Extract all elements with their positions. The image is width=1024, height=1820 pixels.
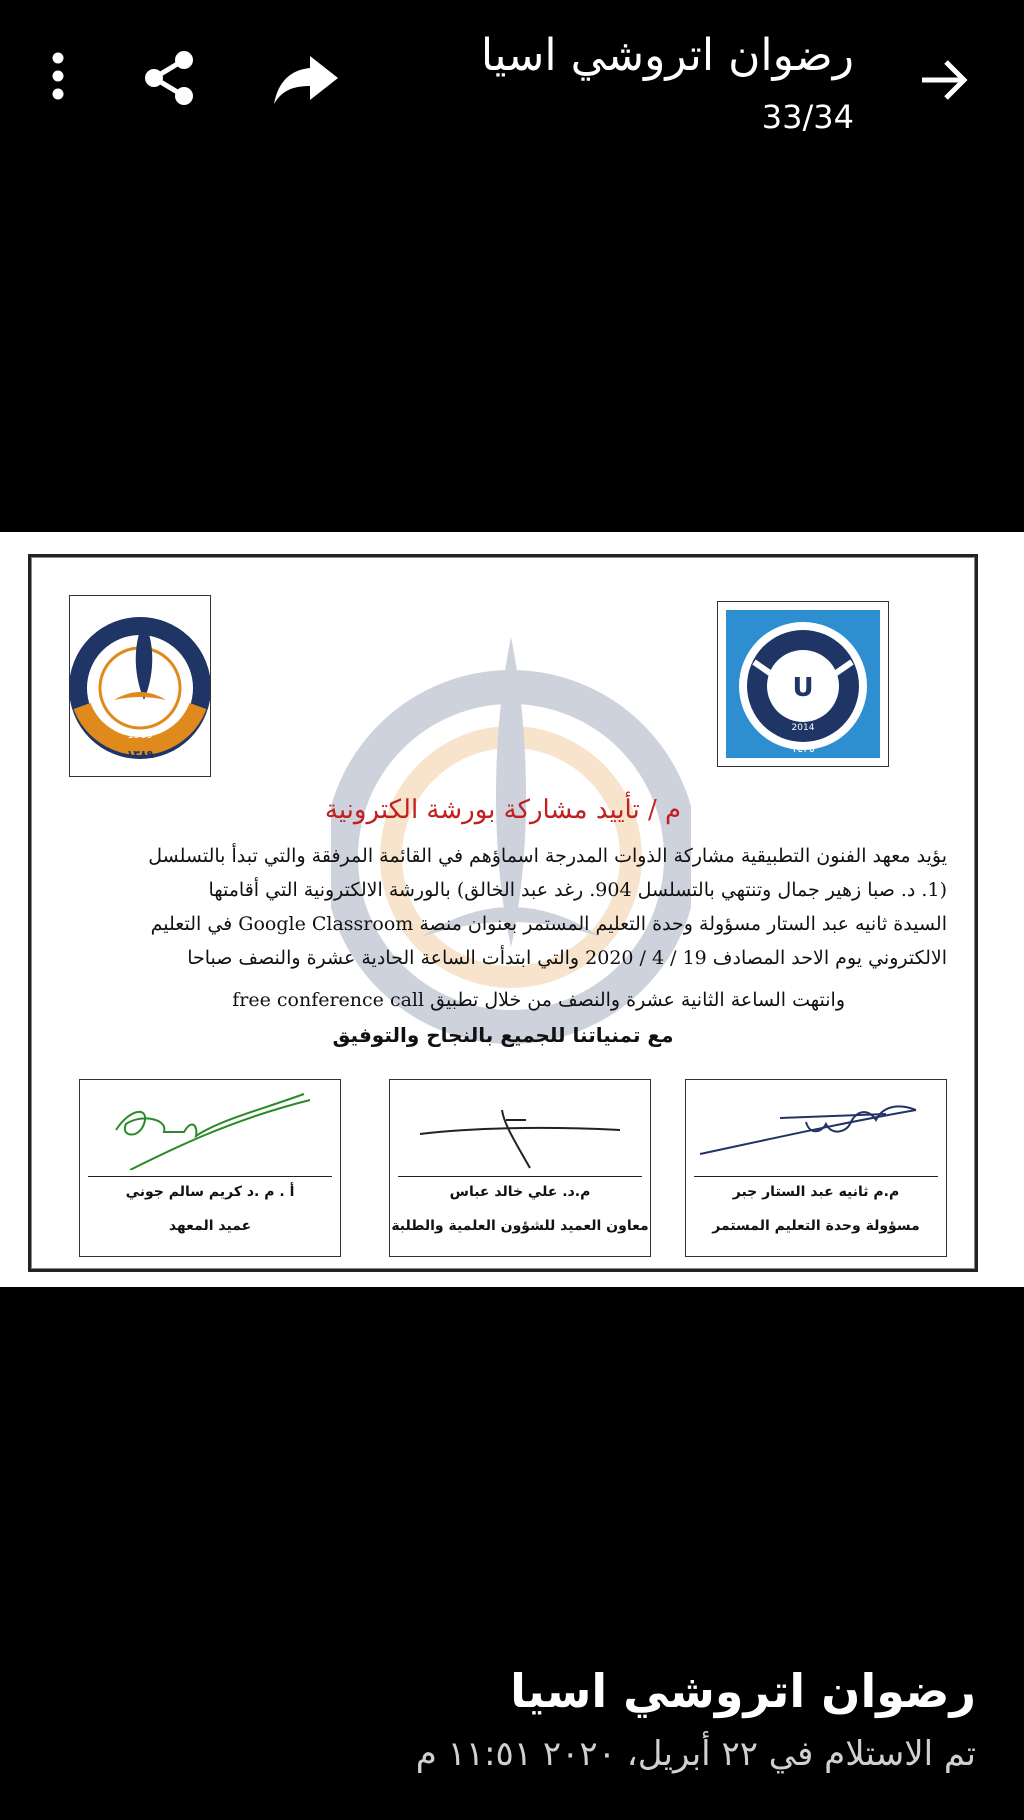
- footer-sender-name: رضوان اتروشي اسيا: [510, 1664, 976, 1718]
- signature-scribble: [80, 1080, 340, 1170]
- signature-line: [694, 1176, 938, 1177]
- certificate-title: م / تأييد مشاركة بورشة الكترونية: [324, 795, 682, 825]
- more-vert-icon[interactable]: [40, 48, 76, 108]
- institute-logo: [69, 595, 211, 777]
- footer-received-status: تم الاستلام في ٢٢ أبريل، ٢٠٢٠ ١١:٥١ م: [415, 1734, 976, 1774]
- university-logo: [717, 601, 889, 767]
- signature-scribble: [686, 1080, 946, 1176]
- certificate-closing: مع تمنياتنا للجميع بالنجاح والتوفيق: [332, 1023, 674, 1047]
- forward-icon[interactable]: [272, 52, 342, 108]
- signatory-name: م.م ثانيه عبد الستار جبر: [732, 1184, 900, 1200]
- certificate-line-1: يؤيد معهد الفنون التطبيقية مشاركة الذوات المدرجة اسماؤهم في القائمة المرفقة والتي تبدأ بالتسلسل: [148, 845, 947, 867]
- university-hijri: ١٤٣٥: [791, 742, 815, 755]
- signatory-name: أ . م .د كريم سالم جوني: [125, 1184, 295, 1200]
- sender-name: رضوان اتروشي اسيا: [480, 30, 854, 81]
- signature-box-assistant-dean: [389, 1079, 651, 1257]
- signatory-name: م.د. علي خالد عباس: [449, 1184, 591, 1200]
- signatory-role: عميد المعهد: [168, 1218, 252, 1234]
- certificate: [28, 554, 978, 1272]
- certificate-line-5: وانتهت الساعة الثانية عشرة والنصف من خلال تطبيق free conference call: [232, 989, 845, 1011]
- media-counter: 33/34: [761, 98, 854, 136]
- signature-scribble: [390, 1080, 650, 1176]
- signature-box-dean: [79, 1079, 341, 1257]
- share-icon[interactable]: [140, 48, 200, 108]
- certificate-line-2: (1. د. صبا زهير جمال وتنتهي بالتسلسل 904. رغد عبد الخالق) بالورشة الالكترونية التي أقامتها: [208, 879, 947, 901]
- top-bar: [0, 0, 1024, 150]
- signatory-role: مسؤولة وحدة التعليم المستمر: [712, 1218, 920, 1234]
- university-year: 2014: [791, 723, 815, 733]
- certificate-line-3: السيدة ثانيه عبد الستار مسؤولة وحدة التعليم المستمر بعنوان منصة Google Classroom في التعليم: [150, 913, 947, 935]
- institute-hijri: ١٣٨٩: [126, 748, 154, 761]
- arrow-forward-icon[interactable]: [918, 56, 970, 104]
- certificate-line-4: الالكتروني يوم الاحد المصادف 19 / 4 / 2020 والتي ابتدأت الساعة الحادية عشرة والنصف صباحا: [187, 947, 947, 969]
- svg-text:U: U: [792, 673, 814, 703]
- signatory-role: معاون العميد للشؤون العلمية والطلبة: [391, 1218, 649, 1234]
- signature-line: [398, 1176, 642, 1177]
- signature-box-unit-head: [685, 1079, 947, 1257]
- media-image[interactable]: [0, 532, 1024, 1287]
- institute-year: 1969: [127, 730, 153, 741]
- signature-line: [88, 1176, 332, 1177]
